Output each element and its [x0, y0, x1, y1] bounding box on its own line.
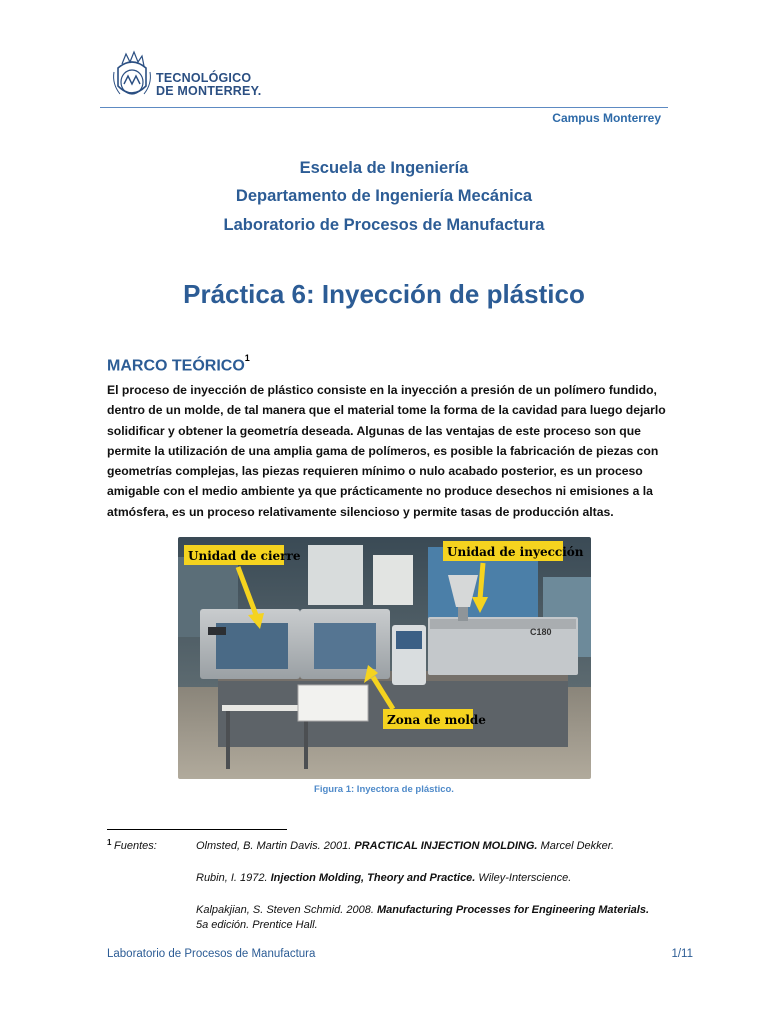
section-heading — [107, 353, 250, 375]
reference-1-publisher: Marcel Dekker. — [537, 840, 615, 852]
reference-2-publisher: Wiley-Interscience. — [475, 872, 572, 884]
page-number: 1/11 — [671, 948, 693, 960]
machine-illustration — [178, 537, 591, 779]
reference-3-edition: 5a edición. Prentice Hall. — [196, 919, 318, 931]
header-divider — [100, 107, 668, 108]
footnote-number: 1 — [107, 838, 112, 847]
label-mold-zone — [383, 709, 486, 729]
footnote-divider — [107, 829, 287, 830]
logo-line-1: TECNOLÓGICO — [156, 71, 252, 85]
logo-wordmark — [156, 72, 261, 98]
reference-3 — [196, 903, 649, 917]
reference-3-title: Manufacturing Processes for Engineering Materials. — [377, 904, 650, 916]
footer-lab-name: Laboratorio de Procesos de Manufactura — [107, 948, 316, 960]
footnote-label: Fuentes: — [114, 840, 157, 852]
reference-2 — [196, 871, 571, 885]
reference-2-authors: Rubin, I. 1972. — [196, 872, 271, 884]
footnote-reference-link[interactable]: 1 — [244, 353, 250, 363]
reference-3-authors: Kalpakjian, S. Steven Schmid. 2008. — [196, 904, 377, 916]
body-paragraph — [107, 380, 666, 522]
campus-name: Campus Monterrey — [552, 111, 661, 125]
department-name: Departamento de Ingeniería Mecánica — [235, 187, 533, 205]
reference-1 — [196, 839, 614, 853]
paragraph-line: geometrías complejas, las piezas requieren mínimo o nulo acabado posterior, es un proceso — [107, 464, 643, 479]
paragraph-line: dentro de un molde, de tal manera que el material tome la forma de la cavidad para luego dejarlo — [107, 403, 666, 418]
label-mold-text: Zona de molde — [387, 713, 486, 727]
label-clamp-unit — [184, 545, 301, 565]
paragraph-line: atmósfera, es un proceso relativamente silencioso y permite tasas de producción altas. — [107, 504, 614, 519]
logo-line-2: DE MONTERREY. — [156, 84, 262, 98]
machine-model-text: C180 — [530, 627, 552, 637]
reference-1-authors: Olmsted, B. Martin Davis. 2001. — [196, 840, 355, 852]
reference-1-title: PRACTICAL INJECTION MOLDING. — [354, 840, 538, 852]
machine-photo — [178, 537, 591, 779]
institution-seal-icon — [110, 50, 154, 106]
reference-2-title: Injection Molding, Theory and Practice. — [270, 872, 476, 884]
lab-name: Laboratorio de Procesos de Manufactura — [223, 216, 545, 234]
page-title: Práctica 6: Inyección de plástico — [183, 279, 585, 309]
section-heading-text: MARCO TEÓRICO — [107, 357, 245, 375]
institution-logo — [110, 50, 270, 106]
label-clamp-text: Unidad de cierre — [188, 549, 301, 563]
figure-caption: Figura 1: Inyectora de plástico. — [314, 784, 454, 795]
label-injection-unit — [443, 541, 584, 561]
label-injection-text: Unidad de inyección — [447, 545, 584, 559]
paragraph-line: El proceso de inyección de plástico consiste en la inyección a presión de un polímero fundido, — [107, 383, 657, 397]
school-name: Escuela de Ingeniería — [299, 159, 469, 177]
paragraph-line: amigable con el medio ambiente ya que prácticamente no produce desechos ni emisiones a la — [107, 484, 653, 499]
paragraph-line: solidificar y obtener la geometría deseada. Algunas de las ventajas de este proceso son que — [107, 423, 641, 438]
paragraph-line: permite la utilización de una amplia gama de polímeros, es posible la fabricación de piezas con — [107, 443, 659, 458]
